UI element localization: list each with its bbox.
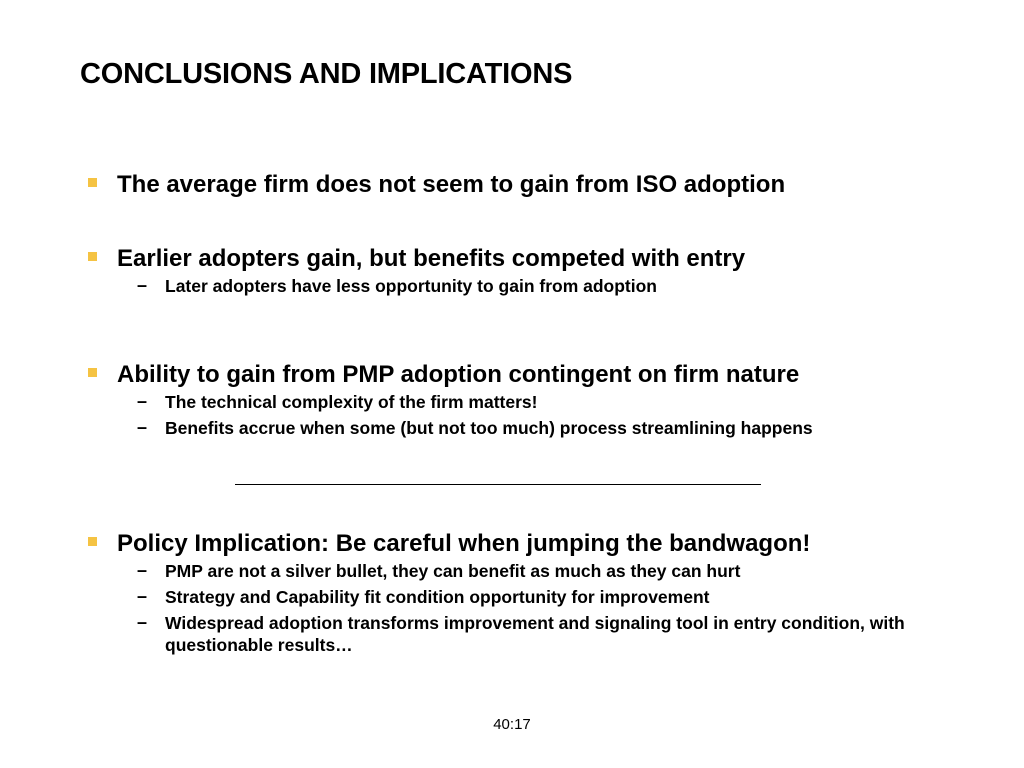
bullet-text: The average firm does not seem to gain from ISO adoption [117, 171, 786, 198]
bullet-text: Policy Implication: Be careful when jumping the bandwagon! [117, 530, 811, 557]
dash-bullet-icon: – [137, 586, 148, 606]
dash-bullet-icon: – [137, 417, 148, 437]
square-bullet-icon [88, 537, 97, 546]
sub-bullet-text: Strategy and Capability fit condition opportunity for improvement [165, 587, 710, 607]
dash-bullet-icon: – [137, 275, 148, 295]
sub-bullet-text: Benefits accrue when some (but not too much) process streamlining happens [165, 418, 813, 438]
divider-line [235, 484, 761, 485]
square-bullet-icon [88, 368, 97, 377]
sub-bullet-list [88, 275, 988, 297]
sub-bullet-text: Widespread adoption transforms improvement and signaling tool in entry condition, with questionable results… [165, 613, 905, 655]
square-bullet-icon [88, 252, 97, 261]
bullet-text: Earlier adopters gain, but benefits competed with entry [117, 245, 746, 272]
sub-bullet-item [117, 417, 925, 439]
sub-bullet-item [117, 586, 925, 608]
page-number: 40:17 [493, 716, 531, 733]
sub-bullet-list [88, 391, 988, 439]
dash-bullet-icon: – [137, 612, 148, 632]
square-bullet-icon [88, 178, 97, 187]
sub-bullet-item [117, 391, 925, 413]
bullet-text: Ability to gain from PMP adoption contingent on firm nature [117, 361, 800, 388]
slide-title: CONCLUSIONS AND IMPLICATIONS [80, 58, 573, 90]
dash-bullet-icon: – [137, 560, 148, 580]
sub-bullet-item [117, 612, 925, 656]
sub-bullet-item [117, 275, 925, 297]
sub-bullet-list [88, 560, 988, 656]
sub-bullet-text: PMP are not a silver bullet, they can benefit as much as they can hurt [165, 561, 741, 581]
bullet-item [88, 245, 988, 301]
bullet-item [88, 530, 988, 660]
sub-bullet-text: Later adopters have less opportunity to gain from adoption [165, 276, 657, 296]
dash-bullet-icon: – [137, 391, 148, 411]
sub-bullet-item [117, 560, 925, 582]
sub-bullet-text: The technical complexity of the firm matters! [165, 392, 538, 412]
bullet-item [88, 171, 988, 199]
bullet-item [88, 361, 988, 443]
